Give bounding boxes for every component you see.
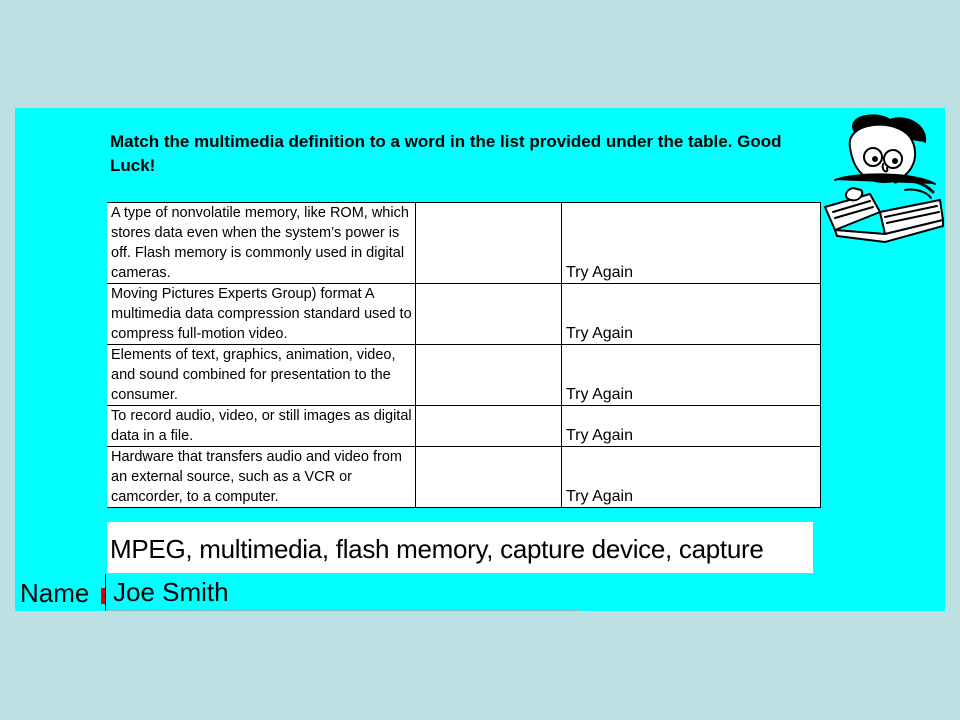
name-input[interactable]: Joe Smith — [105, 574, 581, 611]
name-label: Name — [20, 578, 90, 608]
answer-input[interactable] — [416, 388, 561, 405]
feedback-cell: Try Again — [562, 284, 821, 345]
answer-cell[interactable] — [416, 203, 562, 284]
table-row — [108, 284, 821, 345]
definition-cell: Elements of text, graphics, animation, video, and sound combined for presentation to the consumer. — [108, 345, 416, 406]
table-row — [108, 345, 821, 406]
word-bank — [107, 522, 813, 573]
instructions-text: Match the multimedia definition to a word in the list provided under the table. Good Luck! — [110, 132, 782, 175]
matching-table — [107, 202, 821, 508]
answer-input[interactable] — [416, 429, 561, 446]
worksheet — [15, 108, 945, 611]
table-row — [108, 406, 821, 447]
feedback-cell: Try Again — [562, 447, 821, 508]
word-bank-text: MPEG, multimedia, flash memory, capture device, capture — [110, 534, 764, 564]
answer-cell[interactable] — [416, 284, 562, 345]
answer-cell[interactable] — [416, 345, 562, 406]
cartoon-reader-icon — [815, 112, 945, 254]
feedback-cell: Try Again — [562, 406, 821, 447]
table-row — [108, 203, 821, 284]
answer-input[interactable] — [416, 327, 561, 344]
table-row — [108, 447, 821, 508]
answer-input[interactable] — [416, 490, 561, 507]
definition-cell: Moving Pictures Experts Group) format A multimedia data compression standard used to compress full-motion video. — [108, 284, 416, 345]
definition-cell: Hardware that transfers audio and video from an external source, such as a VCR or camcorder, to a computer. — [108, 447, 416, 508]
answer-input[interactable] — [416, 266, 561, 283]
feedback-cell: Try Again — [562, 203, 821, 284]
definition-cell: A type of nonvolatile memory, like ROM, which stores data even when the system’s power is off. Flash memory is commonly used in digital cameras. — [108, 203, 416, 284]
answer-cell[interactable] — [416, 447, 562, 508]
feedback-cell: Try Again — [562, 345, 821, 406]
answer-cell[interactable] — [416, 406, 562, 447]
definition-cell: To record audio, video, or still images as digital data in a file. — [108, 406, 416, 447]
